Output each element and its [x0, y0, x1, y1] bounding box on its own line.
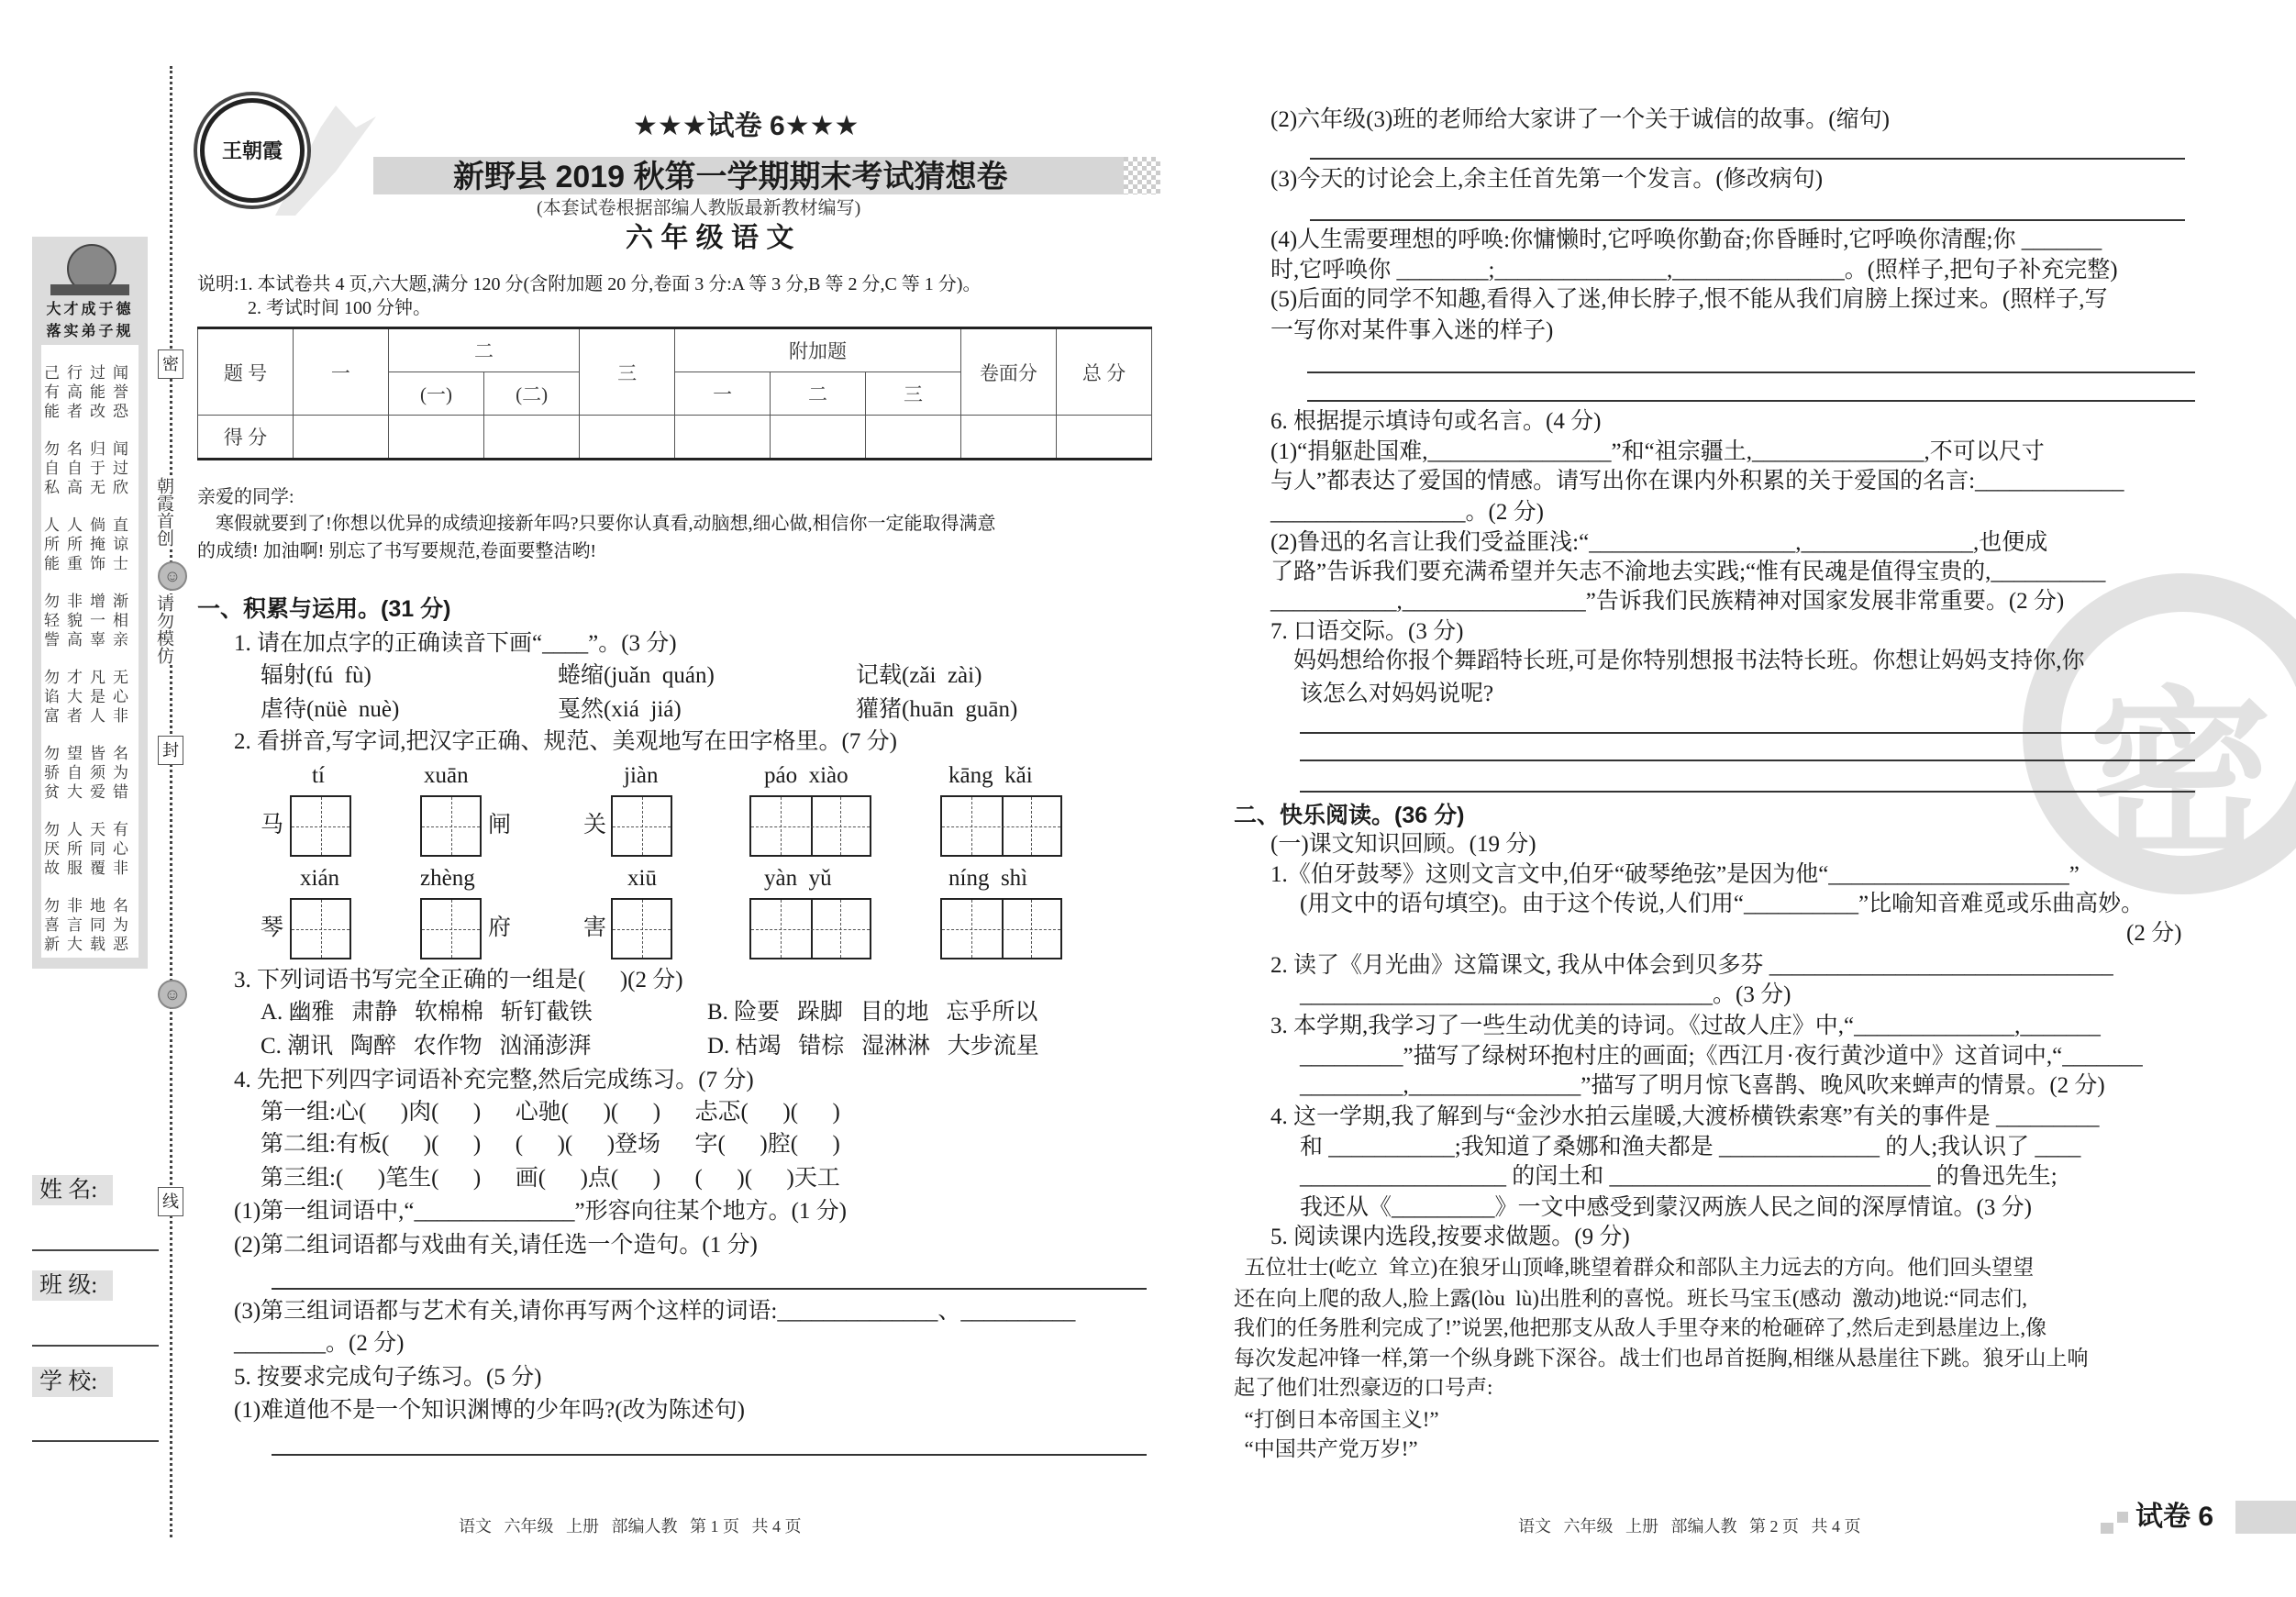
verse-row: 新大载恶 [44, 936, 136, 953]
sub-question: 一写你对某件事入迷的样子) [1270, 318, 1554, 343]
given-char: 闸 [488, 813, 512, 837]
verse-row: 厌所同心 [44, 840, 136, 858]
pinyin: xián [300, 866, 340, 891]
passage-line: 每次发起冲锋一样,第一个纵身跳下深谷。战士们也昂首挺胸,相继从悬崖往下跳。狼牙山上响 [1234, 1347, 2089, 1370]
passage-line: “中国共产党万岁!” [1234, 1437, 1418, 1460]
question: 和 ___________;我知道了桑娜和渔夫都是 ______________ 的人;我认识了 ____ [1300, 1135, 2081, 1159]
tian-grid-box[interactable] [749, 795, 871, 857]
header-cell: 三 [866, 372, 961, 416]
score-cell[interactable] [960, 416, 1056, 460]
verse-row: 骄自须为 [44, 764, 136, 782]
given-char: 关 [583, 813, 607, 837]
verse-row: 有高能誉 [44, 383, 136, 401]
given-char: 马 [261, 813, 284, 837]
subject-title: 六 年 级 语 文 [626, 223, 794, 253]
verse-group [41, 744, 139, 802]
score-cell[interactable] [771, 416, 866, 460]
verse-row: 谄大是心 [44, 688, 136, 705]
seal-mi: 密 [158, 349, 183, 379]
verse-row: 贫大爱错 [44, 783, 136, 801]
verse-row: 勿名归闻 [44, 440, 136, 458]
question: ____________________________________。(3 分) [1300, 982, 1791, 1007]
pinyin: níng shì [948, 866, 1028, 891]
passage-line: “打倒日本帝国主义!” [1234, 1408, 1439, 1431]
name-label: 姓 名: [32, 1175, 113, 1205]
score-table [197, 327, 1152, 460]
seal-xian: 线 [158, 1187, 183, 1216]
checker-decoration [1124, 157, 1160, 194]
verse-group [41, 439, 139, 497]
verse-row: 能重饰士 [44, 555, 136, 572]
question: _________”描写了绿树环抱村庄的画面;《西江月·夜行黄沙道中》这首词中,“_______ [1300, 1044, 2143, 1069]
greeting: 亲爱的同学: [197, 487, 294, 507]
tian-grid-box[interactable] [611, 898, 672, 959]
header-cell: (一) [388, 372, 483, 416]
pinyin: xuān [424, 763, 469, 788]
sub-question: 了路”告诉我们要充满希望并矢志不渝地去实践;“惟有民魂是值得宝贵的,__________ [1270, 560, 2106, 584]
question: (用文中的语句填空)。由于这个传说,人们用“__________”比喻知音难觅或乐曲高妙。 [1300, 892, 2145, 916]
header-cell: 卷面分 [960, 328, 1056, 416]
exam-subtitle: (本套试卷根据部编人教版最新教材编写) [537, 198, 861, 218]
score-cell[interactable] [1056, 416, 1151, 460]
sub-question: ________。(2 分) [234, 1331, 405, 1356]
answer-line[interactable] [272, 1454, 1147, 1456]
sub-question: (5)后面的同学不知趣,看得入了迷,伸长脖子,恨不能从我们肩膀上探过来。(照样子,写 [1270, 287, 2108, 312]
passage-line: 我们的任务胜利完成了!”说罢,他把那支从敌人手里夺来的枪砸碎了,然后走到悬崖边上,像 [1234, 1316, 2047, 1339]
verse-row: 訾高辜亲 [44, 631, 136, 649]
question: 2. 读了《月光曲》这篇课文, 我从中体会到贝多芬 ______________________________ [1270, 953, 2113, 978]
answer-line[interactable] [1300, 760, 2195, 761]
header-cell: (二) [484, 372, 580, 416]
prompt-text: 妈妈想给你报个舞蹈特长班,可是你特别想报书法特长班。你想让妈妈支持你,你 [1270, 649, 2085, 673]
verse-row: 勿才凡无 [44, 669, 136, 686]
sub-question: (1)难道他不是一个知识渊博的少年吗?(改为陈述句) [234, 1398, 745, 1423]
dizigui-sidebar [32, 237, 148, 969]
points: (2 分) [2126, 921, 2182, 946]
paper-tab: 试卷 6 [2135, 1502, 2214, 1532]
question: 1.《伯牙鼓琴》这则文言文中,伯牙“破琴绝弦”是因为他“_____________________” [1270, 862, 2080, 887]
school-label: 学 校: [32, 1367, 113, 1397]
question: 4. 这一学期,我了解到与“金沙水拍云崖暖,大渡桥横铁索寒”有关的事件是 _________ [1270, 1104, 2100, 1129]
smiley-icon: ☺ [158, 561, 187, 591]
given-char: 府 [488, 915, 512, 940]
verse-group [41, 363, 139, 421]
section-heading: 一、积累与运用。(31 分) [197, 596, 451, 622]
tian-grid-box[interactable] [940, 898, 1062, 959]
verse-group [41, 896, 139, 954]
word-group: 第一组:心( )肉( ) 心驰( )( ) 忐忑( )( ) [261, 1100, 840, 1125]
sub-question: 与人”都表达了爱国的情感。请写出你在课内外积累的关于爱国的名言:_____________ [1270, 469, 2124, 494]
tian-grid-box[interactable] [420, 898, 482, 959]
question: 6. 根据提示填诗句或名言。(4 分) [1270, 409, 1602, 434]
watermark-seal: 密 [2023, 573, 2296, 894]
sub-question: ___________,________________”告诉我们民族精神对国家发展非常重要。(2 分) [1270, 589, 2065, 614]
page-footer: 语文 六年级 上册 部编人教 第 2 页 共 4 页 [1518, 1517, 1861, 1536]
tian-grid-box[interactable] [290, 898, 351, 959]
score-cell[interactable] [293, 416, 388, 460]
header-cell: 一 [675, 372, 771, 416]
tab-decoration [2117, 1512, 2128, 1523]
header-cell: 三 [580, 328, 675, 416]
verse-row: 勿望皆名 [44, 745, 136, 762]
pinyin-item: 辐射(fú fù) [261, 663, 372, 688]
answer-line[interactable] [1300, 791, 2195, 793]
answer-line[interactable] [1310, 219, 2185, 221]
tab-decoration [2101, 1523, 2113, 1534]
seal-feng: 封 [158, 736, 183, 765]
header-cell: 得 分 [198, 416, 294, 460]
word-group: 第三组:( )笔生( ) 画( )点( ) ( )( )天工 [261, 1166, 840, 1191]
pinyin-item: 记载(zǎi zài) [856, 663, 982, 688]
question: 1. 请在加点字的正确读音下画“____”。(3 分) [234, 631, 677, 656]
pinyin: yàn yǔ [764, 866, 832, 891]
tian-grid-box[interactable] [290, 795, 351, 857]
sub-question: 时,它呼唤你 ________;_______________,_______________。(照样子,把句子补充完整) [1270, 258, 2118, 283]
answer-line[interactable] [1307, 400, 2195, 402]
header-cell: 二 [388, 328, 579, 372]
score-cell[interactable] [484, 416, 580, 460]
passage-line: 还在向上爬的敌人,脸上露(lòu lù)出胜利的喜悦。班长马宝玉(感动 激动)地说:“同志们, [1234, 1287, 2028, 1310]
sub-question: (1)第一组词语中,“______________”形容向往某个地方。(1 分) [234, 1199, 847, 1224]
answer-line[interactable] [272, 1288, 1147, 1290]
pinyin: tí [312, 763, 325, 788]
score-cell[interactable] [388, 416, 483, 460]
question: 我还从《_________》一文中感受到蒙汉两族人民之间的深厚情谊。(3 分) [1300, 1195, 2032, 1220]
verse-row: 自自于过 [44, 460, 136, 477]
motto-line: 大才成于德 [46, 302, 134, 317]
verse-group [41, 668, 139, 726]
name-field[interactable] [32, 1249, 159, 1251]
question: 3. 下列词语书写完全正确的一组是( )(2 分) [234, 968, 683, 993]
pinyin: zhèng [420, 866, 475, 891]
given-char: 害 [583, 915, 607, 940]
header-cell: 一 [293, 328, 388, 416]
verse-row: 能者改恐 [44, 403, 136, 420]
pinyin-item: 虐待(nüè nuè) [261, 697, 400, 722]
score-cell[interactable] [675, 416, 771, 460]
sub-question: (2)六年级(3)班的老师给大家讲了一个关于诚信的故事。(缩句) [1270, 107, 1890, 132]
given-char: 琴 [261, 915, 284, 940]
header-cell: 题 号 [198, 328, 294, 416]
option-b: B. 险要 跺脚 目的地 忘乎所以 [707, 1000, 1038, 1025]
pinyin: xiū [627, 866, 657, 891]
smiley-icon: ☺ [158, 980, 187, 1009]
tian-grid-box[interactable] [611, 795, 672, 857]
exam-title: 新野县 2019 秋第一学期期末考试猜想卷 [453, 160, 1008, 194]
score-cell[interactable] [580, 416, 675, 460]
verse-group [41, 516, 139, 573]
exam-note: 说明:1. 本试卷共 4 页,六大题,满分 120 分(含附加题 20 分,卷面 3 分:A 等 3 分,B 等 2 分,C 等 1 分)。 [197, 274, 982, 294]
verse-row: 己行过闻 [44, 364, 136, 382]
word-group: 第二组:有板( )( ) ( )( )登场 字( )腔( ) [261, 1132, 840, 1157]
exam-note: 2. 考试时间 100 分钟。 [248, 298, 431, 318]
question: 5. 按要求完成句子练习。(5 分) [234, 1365, 542, 1390]
pinyin-item: 獾猪(huān guān) [856, 697, 1018, 722]
binding-dotted-line [170, 66, 172, 1537]
answer-line[interactable] [1310, 158, 2185, 160]
question: 5. 阅读课内选段,按要求做题。(9 分) [1270, 1225, 1630, 1249]
tab-decoration [2235, 1501, 2296, 1534]
pinyin: páo xiào [764, 763, 849, 788]
verse-row: 私高无欣 [44, 479, 136, 496]
passage-line: 起了他们壮烈豪迈的口号声: [1234, 1376, 1493, 1399]
verse-row: 轻貌一相 [44, 612, 136, 629]
verse-box [41, 345, 139, 958]
header-cell: 总 分 [1056, 328, 1151, 416]
verse-group [41, 820, 139, 878]
tian-grid-box[interactable] [940, 795, 1062, 857]
answer-line[interactable] [1300, 732, 2195, 734]
greeting-body: 的成绩! 加油啊! 别忘了书写要规范,卷面要整洁哟! [197, 541, 596, 561]
question: 3. 本学期,我学习了一些生动优美的诗词。《过故人庄》中,“______________,_______ [1270, 1014, 2101, 1038]
desk-illustration [50, 284, 129, 295]
passage-line: 五位壮士(屹立 耸立)在狼牙山顶峰,眺望着群众和部队主力远去的方向。他们回头望望 [1234, 1256, 2035, 1279]
paper-number: ★★★试卷 6★★★ [633, 111, 860, 141]
tian-grid-box[interactable] [749, 898, 871, 959]
class-field[interactable] [32, 1345, 159, 1347]
question: _________,_______________”描写了明月惊飞喜鹊、晚风吹来蝉声的情景。(2 分) [1300, 1073, 2105, 1098]
pinyin-item: 戛然(xiá jiá) [558, 697, 682, 722]
verse-row: 所所掩谅 [44, 536, 136, 553]
sub-question: (2)第二组词语都与戏曲有关,请任选一个造句。(1 分) [234, 1233, 758, 1258]
sub-question: (3)今天的讨论会上,余主任首先第一个发言。(修改病句) [1270, 167, 1824, 192]
section-heading: 二、快乐阅读。(36 分) [1234, 803, 1465, 828]
sub-question: _________________。(2 分) [1270, 500, 1544, 525]
verse-row: 勿人天有 [44, 821, 136, 838]
pinyin: jiàn [624, 763, 659, 788]
pinyin-item: 蜷缩(juǎn quán) [558, 663, 715, 688]
verse-row: 故服覆非 [44, 859, 136, 877]
answer-line[interactable] [1307, 372, 2195, 373]
sub-question: (4)人生需要理想的呼唤:你慵懒时,它呼唤你勤奋;你昏睡时,它呼唤你清醒;你 _______ [1270, 227, 2102, 252]
question: 2. 看拼音,写字词,把汉字正确、规范、美观地写在田字格里。(7 分) [234, 729, 897, 754]
tian-grid-box[interactable] [420, 795, 482, 857]
verse-row: 勿非增渐 [44, 593, 136, 610]
side-note: 朝霞首创 [154, 477, 173, 547]
verse-group [41, 592, 139, 649]
page-footer: 语文 六年级 上册 部编人教 第 1 页 共 4 页 [459, 1517, 802, 1536]
header-cell: 附加题 [675, 328, 961, 372]
verse-row: 喜言同为 [44, 916, 136, 934]
sub-question: (1)“捐躯赴国难,________________”和“祖宗疆土,_______________,不可以尺寸 [1270, 439, 2045, 464]
option-a: A. 幽雅 肃静 软棉棉 斩钉截铁 [261, 1000, 593, 1025]
question: 7. 口语交际。(3 分) [1270, 619, 1464, 644]
pinyin: kāng kǎi [948, 763, 1033, 788]
sub-question: (2)鲁迅的名言让我们受益匪浅:“__________________,_______________,也便成 [1270, 530, 2048, 555]
header-cell: 二 [771, 372, 866, 416]
option-d: D. 枯竭 错棕 湿淋淋 大步流星 [707, 1034, 1039, 1059]
question: 4. 先把下列四字词语补充完整,然后完成练习。(7 分) [234, 1068, 754, 1092]
greeting-body: 寒假就要到了!你想以优异的成绩迎接新年吗?只要你认真看,动脑想,细心做,相信你一定能取得满意 [197, 514, 996, 534]
score-cell[interactable] [866, 416, 961, 460]
motto-line: 落实弟子规 [46, 324, 134, 339]
school-field[interactable] [32, 1440, 159, 1442]
sub-question: (3)第三组词语都与艺术有关,请你再写两个这样的词语:______________、__________ [234, 1299, 1076, 1324]
class-label: 班 级: [32, 1270, 113, 1301]
side-note: 请勿模仿 [154, 594, 173, 664]
verse-row: 勿非地名 [44, 897, 136, 915]
question: __________________ 的闰土和 ____________________________ 的鲁迅先生; [1300, 1164, 2058, 1189]
verse-row: 富者人非 [44, 707, 136, 725]
sub-heading: (一)课文知识回顾。(19 分) [1270, 832, 1536, 857]
brand-logo: 王朝霞 [200, 98, 305, 203]
verse-row: 人人倘直 [44, 516, 136, 534]
option-c: C. 潮讯 陶醉 农作物 汹涌澎湃 [261, 1034, 592, 1059]
prompt-text: 该怎么对妈妈说呢? [1300, 682, 1494, 706]
